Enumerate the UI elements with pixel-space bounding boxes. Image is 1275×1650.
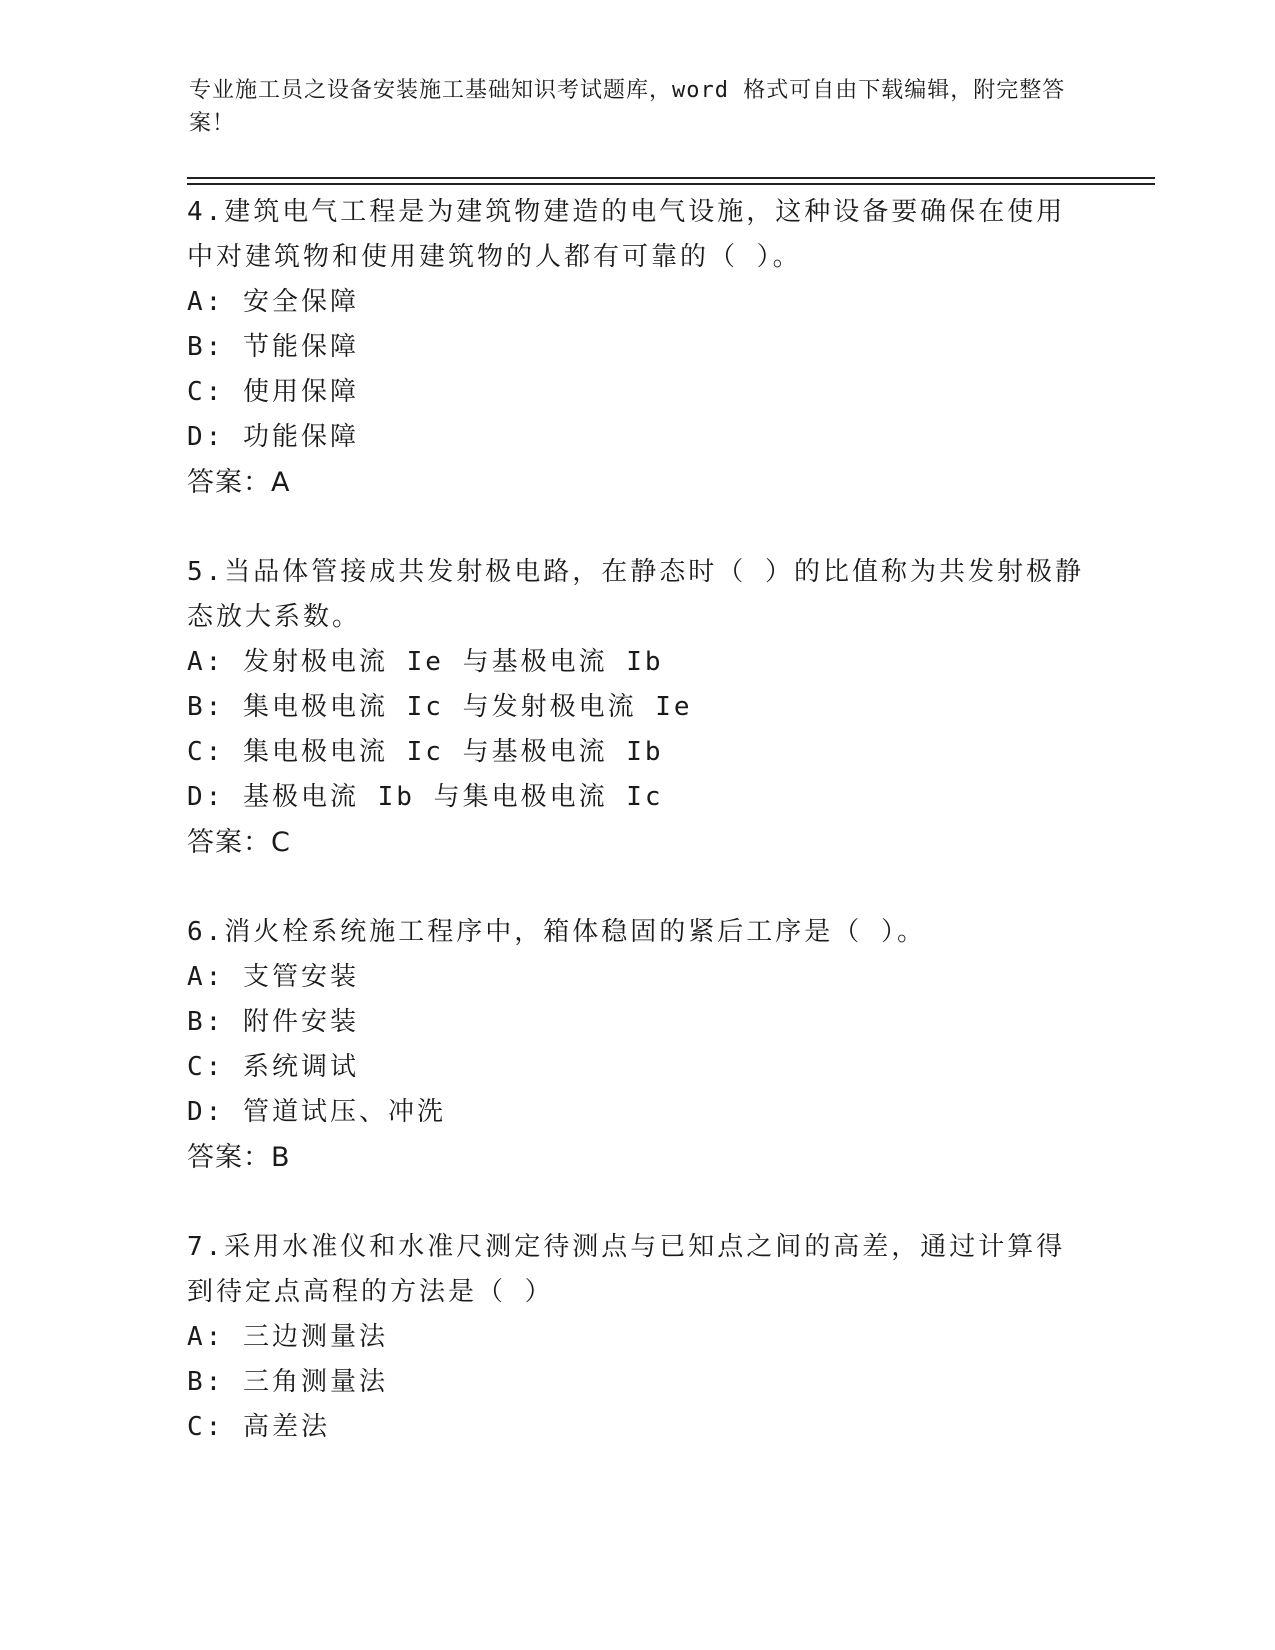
option-a: A: 支管安装 bbox=[187, 962, 359, 992]
answer: 答案：B bbox=[187, 1142, 291, 1173]
question-stem: 4.建筑电气工程是为建筑物建造的电气设施，这种设备要确保在使用中对建筑物和使用建筑物的人都有可靠的（ ）。 bbox=[187, 197, 1066, 272]
question-5 bbox=[187, 550, 1087, 865]
question-stem: 6.消火栓系统施工程序中，箱体稳固的紧后工序是（ ）。 bbox=[187, 917, 926, 947]
option-b: B: 附件安装 bbox=[187, 1007, 359, 1037]
question-stem: 5.当品体管接成共发射极电路，在静态时（ ）的比值称为共发射极静态放大系数。 bbox=[187, 557, 1084, 632]
option-b: B: 节能保障 bbox=[187, 332, 359, 362]
option-a: A: 发射极电流 Ie 与基极电流 Ib bbox=[187, 647, 664, 677]
option-c: C: 集电极电流 Ic 与基极电流 Ib bbox=[187, 737, 664, 767]
answer: 答案：C bbox=[187, 827, 291, 858]
option-d: D: 基极电流 Ib 与集电极电流 Ic bbox=[187, 782, 664, 812]
option-d: D: 管道试压、冲洗 bbox=[187, 1097, 446, 1127]
option-c: C: 使用保障 bbox=[187, 377, 359, 407]
question-4 bbox=[187, 190, 1087, 505]
option-b: B: 集电极电流 Ic 与发射极电流 Ie bbox=[187, 692, 693, 722]
option-c: C: 高差法 bbox=[187, 1412, 330, 1442]
question-stem: 7.采用水准仪和水准尺测定待测点与已知点之间的高差，通过计算得到待定点高程的方法是（ ） bbox=[187, 1232, 1066, 1307]
option-d: D: 功能保障 bbox=[187, 422, 359, 452]
rule-line-bottom bbox=[187, 183, 1155, 185]
question-6 bbox=[187, 910, 1087, 1180]
question-7 bbox=[187, 1225, 1087, 1450]
option-a: A: 三边测量法 bbox=[187, 1322, 388, 1352]
option-c: C: 系统调试 bbox=[187, 1052, 359, 1082]
answer: 答案：A bbox=[187, 467, 291, 498]
question-list bbox=[187, 190, 1087, 1495]
option-b: B: 三角测量法 bbox=[187, 1367, 388, 1397]
header-double-rule bbox=[187, 177, 1155, 185]
document-header: 专业施工员之设备安装施工基础知识考试题库，word 格式可自由下载编辑，附完整答案！ bbox=[189, 78, 1066, 136]
option-a: A: 安全保障 bbox=[187, 287, 359, 317]
